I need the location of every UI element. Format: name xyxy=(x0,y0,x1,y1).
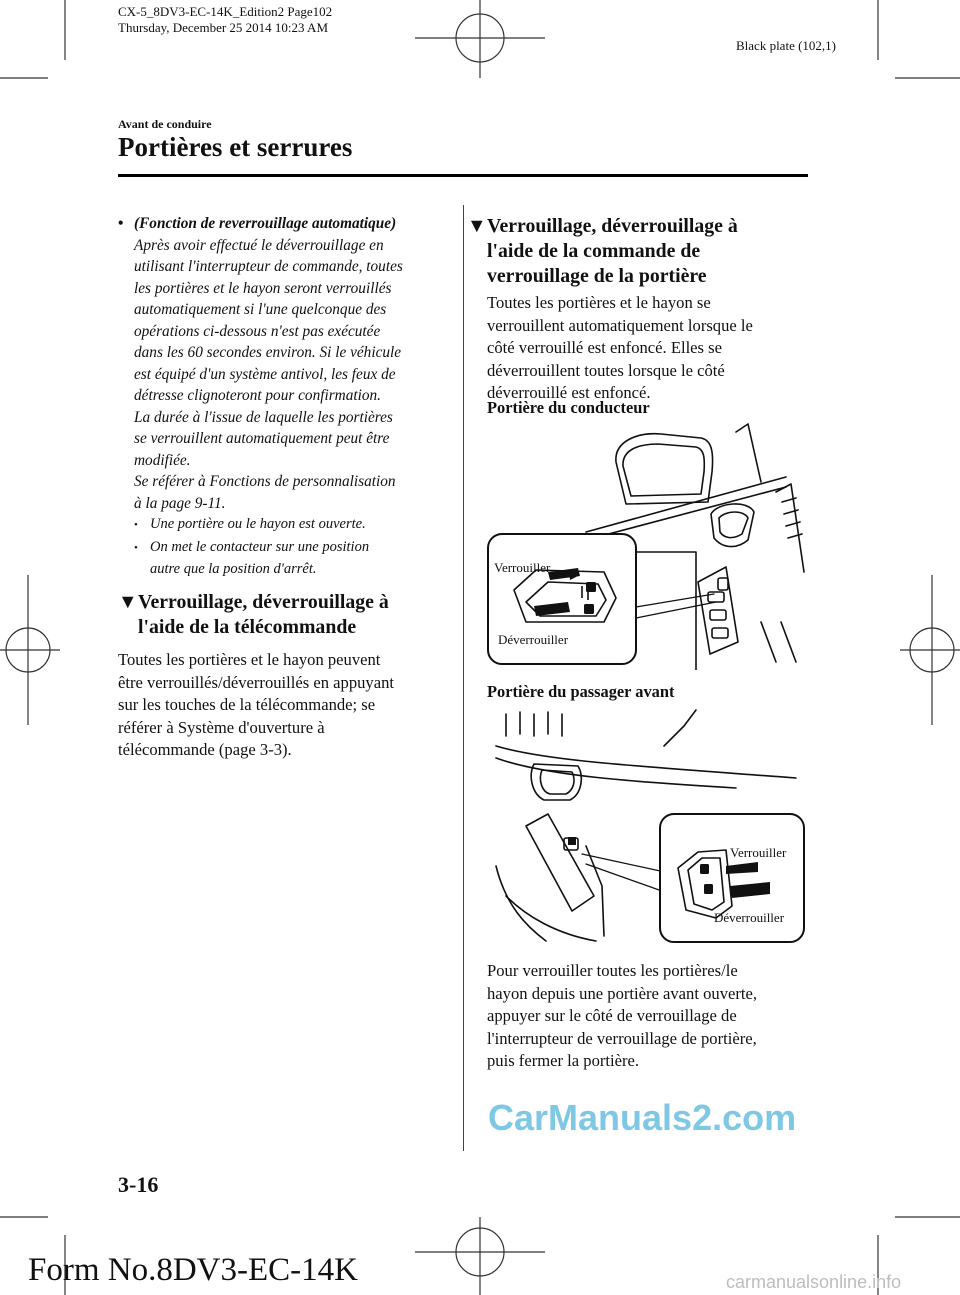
sub-bullet-list xyxy=(118,514,448,581)
paragraph-line: Toutes les portières et le hayon se xyxy=(487,293,711,312)
bullet-title-row xyxy=(118,213,448,235)
triangle-icon: ▼ xyxy=(467,215,487,237)
paragraph-line: automatiquement si l'une quelconque des xyxy=(134,301,387,318)
title-rule xyxy=(118,174,808,177)
figure2-caption: Portière du passager avant xyxy=(487,682,675,701)
sub-bullet: • Une portière ou le hayon est ouverte. xyxy=(134,516,366,532)
plate-label: Black plate (102,1) xyxy=(736,38,836,53)
paragraph-line: se verrouillent automatiquement peut être xyxy=(134,430,390,447)
paragraph-line: opérations ci-dessous n'est pas exécutée xyxy=(134,322,381,340)
left-column xyxy=(118,213,448,581)
auto-relock-paragraph xyxy=(118,235,448,515)
paragraph-line: à la page 9-11. xyxy=(134,494,226,512)
fig1-unlock-label: Déverrouiller xyxy=(498,632,569,647)
passenger-door-illustration xyxy=(486,706,806,946)
paragraph-line: côté verrouillé est enfoncé. Elles se xyxy=(487,338,722,357)
print-meta-line1: CX-5_8DV3-EC-14K_Edition2 Page102 xyxy=(118,4,333,19)
door-switch-paragraph xyxy=(487,292,807,405)
final-paragraph xyxy=(487,960,807,1073)
section-label: Avant de conduire xyxy=(118,117,212,131)
print-meta-line2: Thursday, December 25 2014 10:23 AM xyxy=(118,20,329,35)
column-separator xyxy=(463,205,464,1151)
fig2-lock-label: Verrouiller xyxy=(730,845,787,860)
triangle-icon: ▼ xyxy=(118,591,138,613)
paragraph-line: référer à Système d'ouverture à xyxy=(118,717,325,737)
paragraph-line: l'interrupteur de verrouillage de portière, xyxy=(487,1028,757,1048)
paragraph-line: dans les 60 secondes environ. Si le véhicule xyxy=(134,344,402,361)
figure1-caption: Portière du conducteur xyxy=(487,398,650,417)
page-number: 3-16 xyxy=(118,1172,159,1197)
paragraph-line: Toutes les portières et le hayon peuvent xyxy=(118,650,381,669)
watermark-logo[interactable]: CarManuals2.com xyxy=(488,1097,797,1138)
form-number: Form No.8DV3-EC-14K xyxy=(28,1252,358,1288)
paragraph-line: puis fermer la portière. xyxy=(487,1051,640,1070)
sub-bullet: • On met le contacteur sur une position xyxy=(134,538,370,555)
paragraph-line: télécommande (page 3-3). xyxy=(118,740,292,759)
paragraph-line: utilisant l'interrupteur de commande, toutes xyxy=(134,258,403,275)
heading-door-switch: ▼Verrouillage, déverrouillage à l'aide de la commande de verrouillage de la portière xyxy=(467,215,738,287)
bullet-glyph: • xyxy=(118,215,124,232)
paragraph-line: être verrouillés/déverrouillés en appuyant xyxy=(118,672,394,692)
paragraph-line: les portières et le hayon seront verrouillés xyxy=(134,279,392,297)
fig1-lock-label: Verrouiller xyxy=(494,560,551,575)
paragraph-line: Se référer à Fonctions de personnalisation xyxy=(134,473,396,490)
fig2-unlock-label: Déverrouiller xyxy=(714,910,785,925)
driver-door-illustration xyxy=(486,422,806,670)
paragraph-line: modifiée. xyxy=(134,451,191,469)
remote-paragraph xyxy=(118,649,448,762)
paragraph-line: déverrouillent toutes lorsque le côté xyxy=(487,360,725,380)
page-title: Portières et serrures xyxy=(118,132,353,162)
paragraph-line: est équipé d'un système antivol, les feux de xyxy=(134,365,396,383)
print-metadata xyxy=(118,4,332,36)
paragraph-line: appuyer sur le côté de verrouillage de xyxy=(487,1006,737,1025)
heading-remote: ▼Verrouillage, déverrouillage à l'aide de la télécommande xyxy=(118,591,389,638)
sub-bullet-continuation: autre que la position d'arrêt. xyxy=(150,561,317,577)
paragraph-line: Pour verrouiller toutes les portières/le xyxy=(487,961,738,980)
paragraph-line: hayon depuis une portière avant ouverte, xyxy=(487,983,758,1003)
paragraph-line: La durée à l'issue de laquelle les portières xyxy=(134,408,393,426)
paragraph-line: verrouillent automatiquement lorsque le xyxy=(487,315,753,335)
paragraph-line: sur les touches de la télécommande; se xyxy=(118,695,376,714)
watermark-url[interactable]: carmanualsonline.info xyxy=(726,1272,902,1292)
paragraph-line: Après avoir effectué le déverrouillage en xyxy=(134,236,384,254)
bullet-title: (Fonction de reverrouillage automatique) xyxy=(134,215,397,232)
paragraph-line: déverrouillé est enfoncé. xyxy=(487,383,651,402)
paragraph-line: détresse clignoteront pour confirmation. xyxy=(134,387,381,404)
